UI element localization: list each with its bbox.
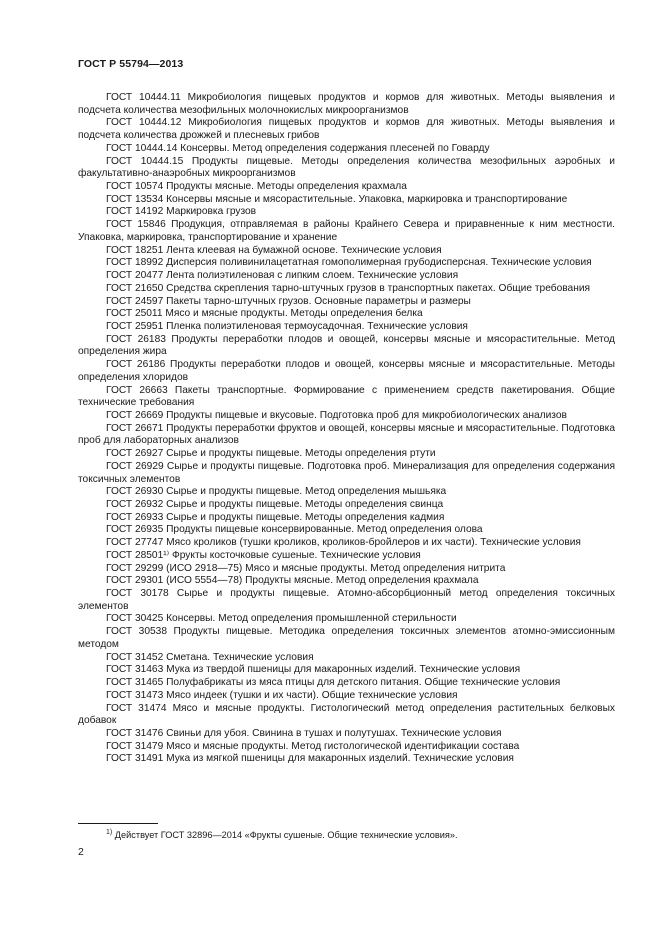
reference-entry: ГОСТ 26669 Продукты пищевые и вкусовые. Подготовка проб для микробиологических анализов bbox=[106, 409, 567, 421]
footnote-separator bbox=[78, 823, 158, 824]
reference-entry: ГОСТ 31476 Свиньи для убоя. Свинина в тушах и полутушах. Технические условия bbox=[106, 727, 502, 739]
footnote-marker: 1) bbox=[106, 829, 113, 836]
reference-entry: ГОСТ 31474 Мясо и мясные продукты. Гистологический метод определения растительных белковых добавок bbox=[78, 702, 615, 727]
page-number: 2 bbox=[78, 846, 84, 858]
reference-entry: ГОСТ 10444.12 Микробиология пищевых продуктов и кормов для животных. Методы выявления и подсчета количества дрожжей и плесневых грибов bbox=[78, 117, 615, 142]
reference-entry: ГОСТ 18251 Лента клеевая на бумажной основе. Технические условия bbox=[106, 244, 442, 256]
reference-entry: ГОСТ 29301 (ИСО 5554—78) Продукты мясные. Метод определения крахмала bbox=[106, 575, 479, 587]
reference-entry: ГОСТ 26663 Пакеты транспортные. Формирование с применением средств пакетирования. Общие технические требования bbox=[78, 384, 615, 409]
reference-entry: ГОСТ 28501¹⁾ Фрукты косточковые сушеные. Технические условия bbox=[106, 549, 421, 561]
normative-references-list bbox=[78, 92, 615, 766]
reference-entry: ГОСТ 26186 Продукты переработки плодов и овощей, консервы мясные и мясорастительные. Методы определения хлоридов bbox=[78, 359, 615, 383]
reference-entry: ГОСТ 26933 Сырье и продукты пищевые. Методы определения кадмия bbox=[106, 511, 445, 523]
reference-entry: ГОСТ 26935 Продукты пищевые консервированные. Метод определения олова bbox=[106, 524, 483, 536]
reference-entry: ГОСТ 31452 Сметана. Технические условия bbox=[106, 651, 314, 663]
reference-entry: ГОСТ 26671 Продукты переработки фруктов и овощей, консервы мясные и мясорастительные. Подготовка проб для лабораторных анализов bbox=[78, 422, 615, 447]
reference-entry: ГОСТ 26927 Сырье и продукты пищевые. Методы определения ртути bbox=[106, 448, 436, 460]
reference-entry: ГОСТ 31479 Мясо и мясные продукты. Метод гистологической идентификации состава bbox=[106, 740, 520, 752]
reference-entry: ГОСТ 31465 Полуфабрикаты из мяса птицы для детского питания. Общие технические условия bbox=[106, 677, 561, 689]
reference-entry: ГОСТ 26932 Сырье и продукты пищевые. Методы определения свинца bbox=[106, 499, 444, 510]
reference-entry: ГОСТ 24597 Пакеты тарно-штучных грузов. Основные параметры и размеры bbox=[106, 295, 471, 307]
reference-entry: ГОСТ 25011 Мясо и мясные продукты. Методы определения белка bbox=[106, 308, 423, 320]
reference-entry: ГОСТ 14192 Маркировка грузов bbox=[106, 206, 257, 218]
reference-entry: ГОСТ 10574 Продукты мясные. Методы определения крахмала bbox=[106, 181, 407, 193]
reference-entry: ГОСТ 31463 Мука из твердой пшеницы для макаронных изделий. Технические условия bbox=[106, 664, 521, 676]
reference-entry: ГОСТ 30425 Консервы. Метод определения промышленной стерильности bbox=[106, 613, 457, 625]
reference-entry: ГОСТ 31473 Мясо индеек (тушки и их части). Общие технические условия bbox=[106, 689, 458, 701]
reference-entry: ГОСТ 20477 Лента полиэтиленовая с липким слоем. Технические условия bbox=[106, 270, 459, 282]
reference-entry: ГОСТ 18992 Дисперсия поливинилацетатная гомополимерная грубодисперсная. Технические условия bbox=[106, 257, 592, 269]
reference-entry: ГОСТ 13534 Консервы мясные и мясорастительные. Упаковка, маркировка и транспортирование bbox=[106, 193, 568, 205]
footnote bbox=[78, 830, 615, 841]
reference-entry: ГОСТ 10444.11 Микробиология пищевых продуктов и кормов для животных. Методы выявления и подсчета количества мезофильных молочнокислых микроорганизмов bbox=[78, 92, 615, 116]
reference-entry: ГОСТ 29299 (ИСО 2918—75) Мясо и мясные продукты. Метод определения нитрита bbox=[106, 562, 506, 574]
reference-entry: ГОСТ 21650 Средства скрепления тарно-штучных грузов в транспортных пакетах. Общие требования bbox=[106, 282, 591, 294]
reference-entry: ГОСТ 30178 Сырье и продукты пищевые. Атомно-абсорбционный метод определения токсичных элементов bbox=[78, 588, 615, 612]
reference-entry: ГОСТ 27747 Мясо кроликов (тушки кроликов, кроликов-бройлеров и их части). Технические условия bbox=[106, 537, 581, 549]
reference-entry: ГОСТ 25951 Пленка полиэтиленовая термоусадочная. Технические условия bbox=[106, 320, 468, 332]
reference-entry: ГОСТ 26929 Сырье и продукты пищевые. Подготовка проб. Минерализация для определения содержания токсичных элементов bbox=[78, 460, 615, 485]
reference-entry: ГОСТ 26183 Продукты переработки плодов и овощей, консервы мясные и мясорастительные. Метод определения жира bbox=[78, 333, 615, 358]
reference-entry: ГОСТ 15846 Продукция, отправляемая в районы Крайнего Севера и приравненные к ним местности. Упаковка, маркировка, транспортирование и хранение bbox=[78, 219, 615, 243]
document-code-header: ГОСТ Р 55794—2013 bbox=[78, 58, 184, 70]
reference-entry: ГОСТ 26930 Сырье и продукты пищевые. Метод определения мышьяка bbox=[106, 486, 447, 498]
reference-entry: ГОСТ 10444.14 Консервы. Метод определения содержания плесеней по Говарду bbox=[106, 142, 490, 154]
reference-entry: ГОСТ 31491 Мука из мягкой пшеницы для макаронных изделий. Технические условия bbox=[106, 753, 514, 765]
reference-entry: ГОСТ 30538 Продукты пищевые. Методика определения токсичных элементов атомно-эмиссионным методом bbox=[78, 626, 615, 650]
footnote-text: Действует ГОСТ 32896—2014 «Фрукты сушеные. Общие технические условия». bbox=[114, 830, 458, 840]
reference-entry: ГОСТ 10444.15 Продукты пищевые. Методы определения количества мезофильных аэробных и факультативно-анаэробных микроорганизмов bbox=[78, 155, 615, 180]
